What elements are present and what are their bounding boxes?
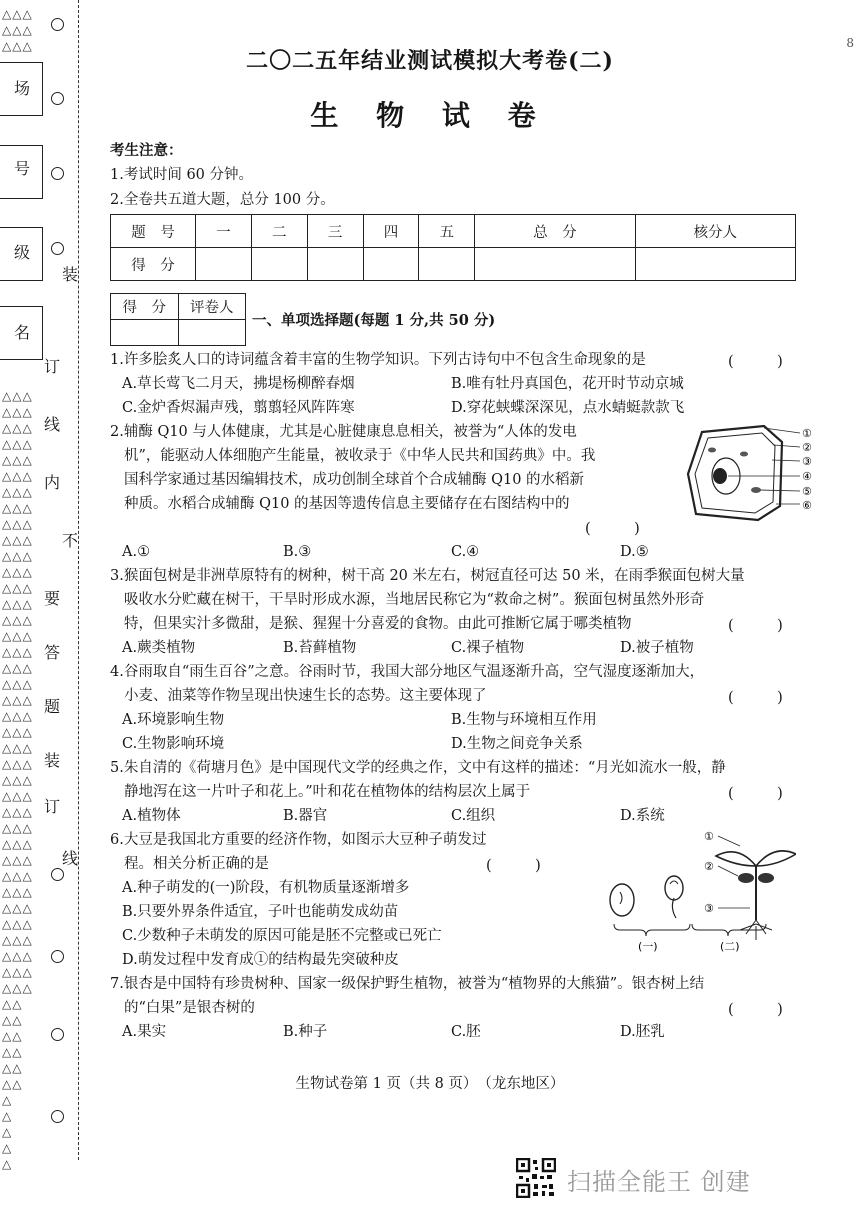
answer-blank[interactable]: ( )	[728, 1002, 783, 1018]
cut-line	[78, 0, 79, 1160]
binding-char: 订	[44, 357, 61, 376]
score-header: 二	[251, 215, 307, 248]
binding-char: 答	[44, 643, 61, 662]
option: B.③	[283, 544, 312, 560]
answer-blank[interactable]: ( )	[728, 690, 783, 706]
stage-label: (一)	[638, 940, 658, 953]
binding-hole	[51, 167, 64, 180]
page-footer: 生物试卷第 1 页（共 8 页） （龙东地区）	[295, 1076, 565, 1092]
score-header: 核分人	[635, 215, 795, 248]
question-text: 的“白果”是银杏树的	[124, 1000, 255, 1016]
question-text: 6.大豆是我国北方重要的经济作物，如图示大豆种子萌发过	[110, 832, 487, 848]
question-text: 4.谷雨取自“雨生百谷”之意。谷雨时节，我国大部分地区气温逐渐升高，空气湿度逐渐加大，	[110, 664, 705, 680]
notice-item: 2.全卷共五道大题，总分 100 分。	[110, 192, 335, 208]
grader-score-cell[interactable]	[111, 320, 179, 346]
stage-label: (二)	[720, 940, 740, 953]
option: D.系统	[620, 808, 665, 824]
binding-hole	[51, 950, 64, 963]
question-text: 7.银杏是中国特有珍贵树种、国家一级保护野生植物，被誉为“植物界的大熊猫”。银杏树上结	[110, 976, 705, 992]
field-label-name: 名	[14, 323, 31, 342]
option: A.草长莺飞二月天，拂堤杨柳醉春烟	[122, 376, 355, 392]
binding-char: 订	[44, 797, 61, 816]
binding-hole	[51, 18, 64, 31]
option: D.⑤	[620, 544, 649, 560]
binding-char: 线	[62, 849, 79, 868]
score-header: 三	[307, 215, 363, 248]
cell-label: ⑥	[802, 499, 812, 512]
option: C.少数种子未萌发的原因可能是胚不完整或已死亡	[122, 928, 442, 944]
seed-label: ①	[704, 830, 714, 843]
option: D.生物之间竞争关系	[451, 736, 583, 752]
score-header: 一	[196, 215, 252, 248]
option: B.苔藓植物	[283, 640, 357, 656]
score-row-label: 得 分	[111, 248, 196, 281]
grader-table	[110, 293, 246, 346]
qr-code-icon	[516, 1158, 556, 1198]
answer-blank[interactable]: ( )	[585, 521, 640, 537]
binding-char: 装	[44, 751, 61, 770]
score-cell[interactable]	[196, 248, 252, 281]
option: D.萌发过程中发育成①的结构最先突破种皮	[122, 952, 399, 968]
cell-label: ②	[802, 441, 812, 454]
option: B.只要外界条件适宜，子叶也能萌发成幼苗	[122, 904, 399, 920]
section-heading: 一、单项选择题(每题 1 分,共 50 分)	[252, 312, 496, 329]
binding-margin	[0, 0, 100, 1171]
question-text: 小麦、油菜等作物呈现出快速生长的态势。这主要体现了	[124, 688, 487, 704]
question-text: 种质。水稻合成辅酶 Q10 的基因等遗传信息主要储存在右图结构中的	[124, 496, 570, 512]
option: B.种子	[283, 1024, 328, 1040]
option: C.金炉香烬漏声残，翦翦轻风阵阵寒	[122, 400, 355, 416]
option: A.植物体	[122, 808, 181, 824]
field-label-exam-room: 场	[14, 79, 31, 98]
answer-blank[interactable]: ( )	[486, 858, 541, 874]
seed-label: ③	[704, 902, 714, 915]
binding-hole	[51, 868, 64, 881]
option: C.④	[451, 544, 480, 560]
scanner-watermark: 扫描全能王 创建	[567, 1168, 751, 1196]
binding-hole	[51, 242, 64, 255]
score-cell[interactable]	[251, 248, 307, 281]
score-cell[interactable]	[419, 248, 475, 281]
score-header: 四	[363, 215, 419, 248]
score-cell[interactable]	[363, 248, 419, 281]
triangle-marks-top: △△△ △△△ △△△	[2, 7, 33, 53]
option: A.果实	[122, 1024, 167, 1040]
cell-label: ⑤	[802, 485, 812, 498]
notice-item: 1.考试时间 60 分钟。	[110, 167, 254, 183]
option: B.器官	[283, 808, 328, 824]
cell-label: ④	[802, 470, 812, 483]
question-text: 吸收水分贮藏在树干，干旱时形成水源，当地居民称它为“救命之树”。猴面包树虽然外形奇	[124, 592, 705, 608]
option: A.蕨类植物	[122, 640, 196, 656]
binding-char: 装	[62, 265, 79, 284]
option: C.组织	[451, 808, 496, 824]
option: A.种子萌发的(一)阶段，有机物质量逐渐增多	[122, 880, 410, 896]
cell-label: ①	[802, 427, 812, 440]
option: D.被子植物	[620, 640, 694, 656]
question-text: 程。相关分析正确的是	[124, 856, 269, 872]
score-header: 五	[419, 215, 475, 248]
subject-title: 生 物 试 卷	[310, 99, 550, 132]
question-text: 5.朱自清的《荷塘月色》是中国现代文学的经典之作，文中有这样的描述：“月光如流水一般，静	[110, 760, 726, 776]
option: B.生物与环境相互作用	[451, 712, 597, 728]
option: B.唯有牡丹真国色，花开时节动京城	[451, 376, 684, 392]
seed-germination-diagram	[600, 826, 796, 956]
exam-title: 二〇二五年结业测试模拟大考卷(二)	[246, 48, 614, 74]
question-text: 静地泻在这一片叶子和花上。”叶和花在植物体的结构层次上属于	[124, 784, 531, 800]
answer-blank[interactable]: ( )	[728, 786, 783, 802]
score-header: 总 分	[475, 215, 635, 248]
field-label-seat-number: 号	[14, 159, 31, 178]
grader-name-cell[interactable]	[178, 320, 246, 346]
binding-char: 要	[44, 589, 61, 608]
question-stem: 1.许多脍炙人口的诗词蕴含着丰富的生物学知识。下列古诗句中不包含生命现象的是	[110, 352, 646, 368]
option: D.胚乳	[620, 1024, 665, 1040]
score-cell[interactable]	[475, 248, 635, 281]
option: C.裸子植物	[451, 640, 525, 656]
binding-char: 线	[44, 415, 61, 434]
notice-heading: 考生注意：	[110, 142, 183, 159]
binding-hole	[51, 1110, 64, 1123]
question-text: 国科学家通过基因编辑技术，成功创制全球首个合成辅酶 Q10 的水稻新	[124, 472, 585, 488]
seed-label: ②	[704, 860, 714, 873]
score-header: 题 号	[111, 215, 196, 248]
answer-blank[interactable]: ( )	[728, 618, 783, 634]
option: C.胚	[451, 1024, 481, 1040]
question-text: 特，但果实汁多微甜，是猴、猩猩十分喜爱的食物。由此可推断它属于哪类植物	[124, 616, 632, 632]
answer-blank[interactable]: ( )	[728, 354, 783, 370]
question-text: 2.辅酶 Q10 与人体健康，尤其是心脏健康息息相关，被誉为“人体的发电	[110, 424, 577, 440]
option: A.①	[122, 544, 151, 560]
plant-cell-diagram	[684, 420, 824, 524]
question-text: 机”，能驱动人体细胞产生能量，被收录于《中华人民共和国药典》中。我	[124, 448, 596, 464]
option: D.穿花蛱蝶深深见，点水蜻蜓款款飞	[451, 400, 685, 416]
binding-char: 不	[62, 531, 79, 550]
score-cell[interactable]	[635, 248, 795, 281]
binding-char: 内	[44, 473, 61, 492]
triangle-marks-side: △△△ △△△ △△△ △△△ △△△ △△△ △△△ △△△ △△△ △△△ △△△ △△△ △△△ △△△ △△△ △△△ △△△ △△△ △△△ △△△ △△△ △△△ △△△ △△△ △△△ △△△ △△△ △△△ △△△ △△△ △△△ △△△ △△△ △△△ △△△ △△△ △△△ △△△ △△ △△ △△ △△ △△ △△ △ △ △ △ △	[2, 389, 33, 1171]
grader-score-label: 得 分	[111, 294, 179, 320]
option: C.生物影响环境	[122, 736, 225, 752]
field-label-class: 级	[14, 243, 31, 262]
score-table	[110, 214, 796, 281]
binding-hole	[51, 1028, 64, 1041]
question-text: 3.猴面包树是非洲草原特有的树种，树干高 20 米左右，树冠直径可达 50 米，在雨季猴面包树大量	[110, 568, 745, 584]
cell-label: ③	[802, 455, 812, 468]
grader-label: 评卷人	[178, 294, 246, 320]
option: A.环境影响生物	[122, 712, 225, 728]
page-corner-mark: 8	[846, 36, 854, 50]
binding-char: 题	[44, 697, 61, 716]
score-cell[interactable]	[307, 248, 363, 281]
